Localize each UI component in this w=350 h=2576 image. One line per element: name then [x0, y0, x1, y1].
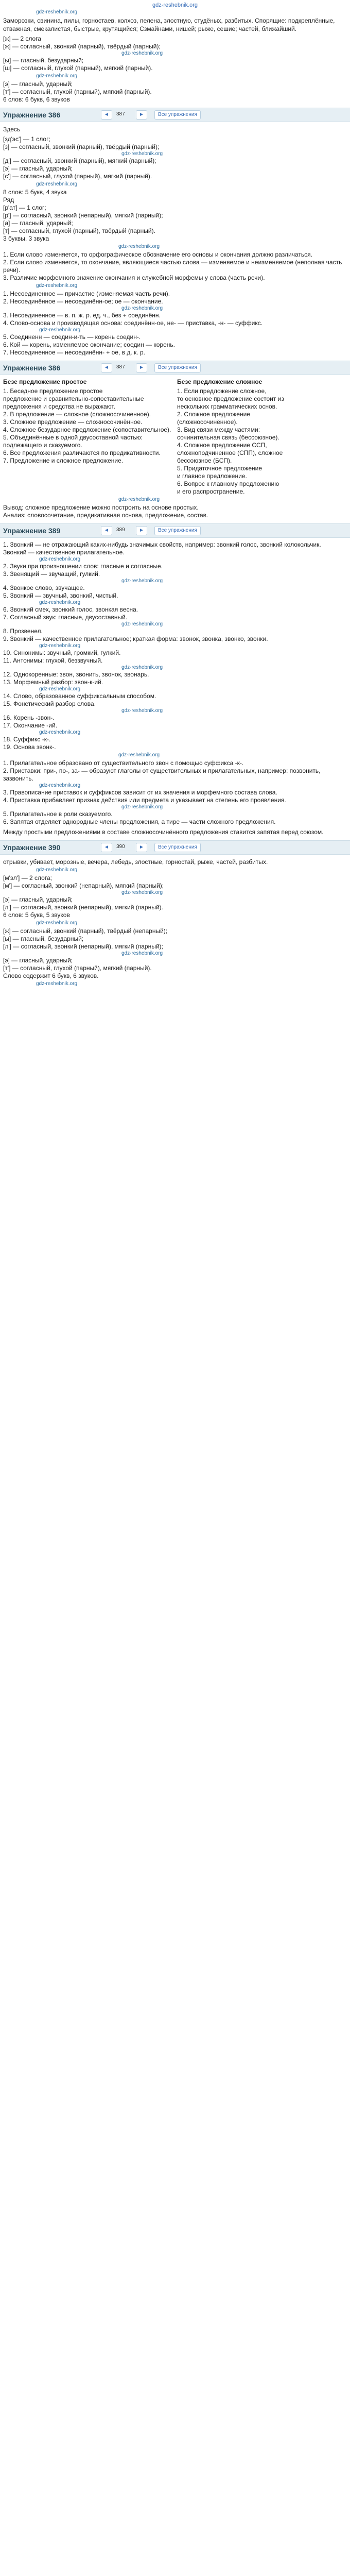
watermark: gdz-reshebnik.org: [121, 621, 163, 627]
parse-line: [р'ат] — 1 слог;: [3, 204, 46, 211]
parse-line: [а] — гласный, ударный;: [3, 219, 73, 227]
ex5-intro: отрывки, убивает, морозные, вечера, лебедь, злостные, горностай, рыже, частей, разбитых.: [3, 858, 268, 866]
column-line: 4. Сложное предложение ССП,: [177, 442, 267, 449]
ex1-parse-block-2: [0, 79, 350, 105]
column-line: 6. Вопрос к главному предложению: [177, 480, 279, 487]
ex3-tail: [0, 503, 350, 520]
tail-line: Анализ: словосочетание, предикативная основа, предложение, состав.: [3, 512, 208, 519]
next-exercise-button[interactable]: ►: [136, 526, 147, 535]
parse-line: [э] — гласный, ударный;: [3, 896, 73, 903]
parse-line: [зд'эс'] — 1 слог;: [3, 135, 50, 143]
watermark: gdz-reshebnik.org: [36, 283, 78, 289]
watermark: gdz-reshebnik.org: [39, 730, 81, 735]
parse-line: [э] — гласный, ударный;: [3, 165, 73, 172]
ex4-tail: Между простыми предложениями в составе сложносочинённого предложения ставится запятая перед союзом.: [3, 828, 324, 836]
watermark: gdz-reshebnik.org: [121, 306, 163, 311]
step-line: 17. Окончание -ий.: [3, 722, 58, 729]
watermark: gdz-reshebnik.org: [39, 643, 81, 649]
column-line: и главное предложение.: [177, 472, 247, 480]
ex2-parse-block-1: [0, 134, 350, 181]
parse-line: 6 слов: 5 букв, 5 звуков: [3, 911, 70, 919]
watermark: gdz-reshebnik.org: [39, 783, 81, 788]
next-exercise-button[interactable]: ►: [136, 843, 147, 852]
column-line: бессоюзное (БСП).: [177, 457, 232, 464]
step-line: 16. Корень -звон-.: [3, 714, 55, 721]
parse-line: [э] — гласный, ударный;: [3, 80, 73, 88]
ex2-intro: Здесь: [3, 126, 21, 133]
exercise-title: Упражнение 386: [3, 364, 61, 372]
watermark: gdz-reshebnik.org: [36, 867, 78, 873]
rule-line: 1. Если слово изменяется, то орфографическое обозначение его основы и окончания должно различаться.: [3, 251, 313, 258]
step-line: 15. Фонетический разбор слова.: [3, 700, 96, 707]
exercise-header: [0, 523, 350, 538]
column-line: 1. Если предложение сложное,: [177, 387, 267, 395]
watermark: gdz-reshebnik.org: [36, 73, 78, 79]
step-line: 14. Слово, образованное суффиксальным способом.: [3, 692, 156, 700]
left-column: [3, 378, 173, 496]
column-line: нескольких грамматических основ.: [177, 403, 277, 410]
watermark: gdz-reshebnik.org: [39, 600, 81, 605]
watermark: gdz-reshebnik.org: [121, 151, 163, 157]
parse-line: [э] — гласный, ударный;: [3, 957, 73, 964]
step-line: 5. Звонкий — звучный, звонкий, чистый.: [3, 592, 118, 599]
parse-line: [м'эл'] — 2 слога;: [3, 874, 52, 882]
step-line: 9. Звонкий — качественное прилагательное; краткая форма: звонок, звонка, звонко, звонки.: [3, 635, 268, 642]
step-line: 7. Несоединенное — несоединённ- + ое, в д. к. р.: [3, 349, 145, 356]
parse-line: [л'] — согласный, звонкий (непарный), мягкий (парный).: [3, 904, 163, 911]
parse-line: [р'] — согласный, звонкий (непарный), мягкий (парный);: [3, 212, 163, 219]
column-line: (сложносочинённое).: [177, 418, 238, 426]
all-exercises-button[interactable]: Все упражнения: [154, 526, 201, 535]
parse-line: [з] — согласный, звонкий (парный), твёрдый (парный);: [3, 143, 160, 150]
note-line: 5. Прилагательное в роли сказуемого.: [3, 810, 113, 818]
watermark: gdz-reshebnik.org: [36, 981, 78, 987]
exercise-number: 387: [116, 111, 125, 117]
parse-line: [м'] — согласный, звонкий (непарный), мягкий (парный);: [3, 882, 164, 889]
rule-line: 3. Различие морфемного значение окончания и служебной морфемы у слова (часть речи).: [3, 274, 265, 281]
ex4-notes: [0, 758, 350, 827]
column-line: 4. Сложное безударное предложение (сопоставительное).: [3, 426, 171, 433]
ex1-intro: Заморозки, свинина, пилы, горностаев, колхоз, пелена, злостную, студёных, разбитых. Спорящие: подкреплённые, отважная, смекалистая, быстрые, крутящийся; Сзмайнами, нишей; рыже, сешие; частей, ближайший.: [3, 17, 335, 32]
column-line: 1. Беседное предложение простое: [3, 387, 103, 395]
exercise-title: Упражнение 389: [3, 527, 61, 535]
watermark: gdz-reshebnik.org: [36, 9, 78, 15]
watermark: gdz-reshebnik.org: [118, 244, 160, 249]
watermark: gdz-reshebnik.org: [39, 686, 81, 692]
step-line: 1. Несоединенное — причастие (изменяемая часть речи).: [3, 290, 170, 297]
watermark: gdz-reshebnik.org: [121, 890, 163, 895]
watermark: gdz-reshebnik.org: [121, 665, 163, 670]
step-line: 3. Несоединенное — в. п. ж. р. ед. ч., без + соединённ.: [3, 312, 161, 319]
note-line: 3. Правописание приставок и суффиксов зависит от их значения и морфемного состава слова.: [3, 789, 277, 796]
step-line: 19. Основа звонк-.: [3, 743, 56, 751]
ex2-parse-steps: [0, 289, 350, 358]
all-exercises-button[interactable]: Все упражнения: [154, 843, 201, 852]
exercise-number: 389: [116, 527, 125, 533]
column-line: предложение и сравнительно-сопоставительные: [3, 395, 144, 402]
column-line: то основное предложение состоит из: [177, 395, 284, 402]
exercise-header: [0, 361, 350, 375]
parse-line: [с'] — согласный, глухой (парный), мягкий (парный).: [3, 173, 152, 180]
step-line: 7. Согласный звук: гласные, двусоставный.: [3, 614, 128, 621]
parse-line: [д'] — согласный, звонкий (парный), мягкий (парный);: [3, 157, 156, 164]
comparison-table: [0, 377, 350, 497]
watermark: gdz-reshebnik.org: [121, 50, 163, 56]
step-line: 4. Звонкое слово, звучащее.: [3, 584, 85, 591]
step-line: 2. Несоединённое — несоединённ-ое; ое — окончание.: [3, 298, 163, 305]
watermark: gdz-reshebnik.org: [36, 181, 78, 187]
next-exercise-button[interactable]: ►: [136, 363, 147, 372]
column-line: 6. Все предложения различаются по предикативности.: [3, 449, 161, 456]
watermark: gdz-reshebnik.org: [121, 708, 163, 714]
watermark: gdz-reshebnik.org: [36, 920, 78, 926]
step-line: 8. Прозвенел.: [3, 628, 43, 635]
step-line: 11. Антонимы: глухой, беззвучный.: [3, 657, 103, 664]
step-line: Звонкий — качественное прилагательное.: [3, 549, 125, 556]
step-line: 2. Звуки при произношении слов: гласные и согласные.: [3, 563, 163, 570]
column-line: сложноподчиненное (СПП), сложное: [177, 449, 283, 456]
note-line: 4. Приставка прибавляет признак действия или предмета и указывает на степень его проявления.: [3, 796, 286, 804]
all-exercises-button[interactable]: Все упражнения: [154, 363, 201, 372]
note-line: 6. Запятая отделяет однородные члены предложения, а тире — части сложного предложения.: [3, 818, 276, 825]
ex4-steps: [0, 540, 350, 752]
step-line: 18. Суффикс -к-.: [3, 736, 51, 743]
column-line: и его распространение.: [177, 488, 245, 495]
parse-line: [ж] — 2 слога: [3, 35, 41, 42]
watermark: gdz-reshebnik.org: [39, 327, 81, 333]
step-line: 4. Слово-основа и производящая основа: соединённ-ое, не- — приставка, -н- — суффикс.: [3, 319, 263, 327]
step-line: 10. Синонимы: звучный, громкий, гулкий.: [3, 649, 121, 656]
all-exercises-button[interactable]: Все упражнения: [154, 110, 201, 120]
next-exercise-button[interactable]: ►: [136, 110, 147, 120]
parse-line: [л'] — согласный, звонкий (непарный), мягкий (парный);: [3, 943, 163, 950]
note-line: 2. Приставки: при-, по-, за- — образуют глаголы от существительных и прилагательных, например: позвонить, зазвонить.: [3, 767, 321, 782]
parse-line: Ряд: [3, 196, 14, 204]
column-line: 2. В предложение — сложное (сложносочиненное).: [3, 411, 151, 418]
parse-line: 3 буквы, 3 звука: [3, 235, 49, 242]
step-line: 1. Звонкий — не отражающий каких-нибудь значимых свойств, например: звонкий голос, звонкий колокольчик.: [3, 541, 321, 548]
column-header: Безе предложение простое: [3, 378, 87, 385]
step-line: 6. Звонкий смех, звонкий голос, звонкая весна.: [3, 606, 138, 613]
ex2-rules: [0, 250, 350, 283]
step-line: 6. Кой — корень, изменяемое окончание; соедин — корень.: [3, 341, 175, 348]
tail-line: Вывод: сложное предложение можно построить на основе простых.: [3, 504, 199, 511]
parse-line: 8 слов: 5 букв, 4 звука: [3, 189, 67, 196]
exercise-title: Упражнение 386: [3, 111, 61, 119]
watermark: gdz-reshebnik.org: [121, 804, 163, 810]
step-line: 3. Звенящий — звучащий, гулкий.: [3, 570, 100, 578]
exercise-number: 390: [116, 844, 125, 850]
site-header[interactable]: gdz-reshebnik.org: [152, 2, 198, 8]
parse-line: [т] — согласный, глухой (парный), твёрдый (парный).: [3, 227, 155, 234]
parse-line: [т'] — согласный, глухой (парный), мягкий (парный).: [3, 88, 152, 95]
parse-line: [ы] — гласный, безударный;: [3, 935, 84, 942]
exercise-title: Упражнение 390: [3, 843, 61, 852]
step-line: 13. Морфемный разбор: звон-к-ий.: [3, 679, 103, 686]
column-line: предложения и средства не выражают.: [3, 403, 115, 410]
column-line: 5. Объединённые в одной двусоставной частью: подлежащего и сказуемого.: [3, 434, 143, 449]
column-line: 7. Предложение и сложное предложение.: [3, 457, 124, 464]
watermark: gdz-reshebnik.org: [39, 556, 81, 562]
exercise-header: [0, 108, 350, 122]
column-line: 3. Вид связи между частями:: [177, 426, 260, 433]
parse-line: [ж] — согласный, звонкий (парный), твёрдый (непарный);: [3, 927, 168, 935]
step-line: 12. Однокоренные: звон, звонить, звонок, звонарь.: [3, 671, 149, 678]
prev-exercise-button[interactable]: ◄: [101, 843, 112, 852]
ex5-parse-block-1: [0, 873, 350, 920]
watermark: gdz-reshebnik.org: [118, 752, 160, 758]
parse-line: Слово содержит 6 букв, 6 звуков.: [3, 972, 99, 979]
watermark: gdz-reshebnik.org: [121, 578, 163, 584]
watermark: gdz-reshebnik.org: [121, 951, 163, 956]
ex1-parse-block-1: [0, 34, 350, 73]
column-line: 2. Сложное предложение: [177, 411, 250, 418]
ex5-parse-block-2: [0, 926, 350, 981]
column-line: сочинительная связь (бессоюзное).: [177, 434, 279, 441]
parse-line: [ш] — согласный, глухой (парный), мягкий (парный).: [3, 64, 153, 72]
prev-exercise-button[interactable]: ◄: [101, 110, 112, 120]
column-header: Безе предложение сложное: [177, 378, 262, 385]
watermark: gdz-reshebnik.org: [118, 497, 160, 502]
column-line: 5. Придаточное предложение: [177, 465, 262, 472]
prev-exercise-button[interactable]: ◄: [101, 363, 112, 372]
parse-line: [ж] — согласный, звонкий (парный), твёрдый (парный);: [3, 43, 161, 50]
rule-line: 2. Если слово изменяется, то окончание, являющиеся частью слова — изменяемое и неизменяемое (неполная часть речи).: [3, 259, 342, 274]
exercise-number: 387: [116, 364, 125, 370]
parse-line: [т'] — согласный, глухой (парный), мягкий (парный).: [3, 964, 152, 972]
parse-line: [ы] — гласный, безударный;: [3, 57, 84, 64]
ex2-parse-block-2: [0, 188, 350, 244]
parse-line: 6 слов: 6 букв, 6 звуков: [3, 96, 70, 103]
exercise-header: [0, 840, 350, 855]
note-line: 1. Прилагательное образовано от существительного звон с помощью суффикса -к-.: [3, 759, 244, 767]
column-line: 3. Сложное предложение — сложносочинённое.: [3, 418, 143, 426]
step-line: 5. Соединенн — соедин-и-ть — корень соедин-.: [3, 333, 141, 341]
right-column: [177, 378, 347, 496]
prev-exercise-button[interactable]: ◄: [101, 526, 112, 535]
